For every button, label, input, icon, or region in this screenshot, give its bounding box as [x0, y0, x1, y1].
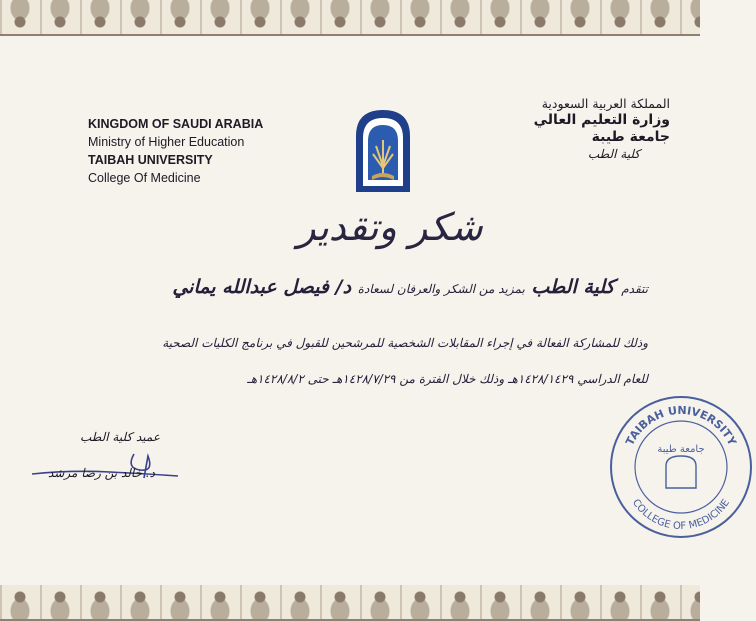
dean-title: عميد كلية الطب	[80, 430, 161, 444]
university-seal-stamp	[606, 392, 756, 542]
university-name-ar: جامعة طيبة	[591, 129, 670, 145]
appreciation-line-2: وذلك للمشاركة الفعالة في إجراء المقابلات الشخصية للمرشحين للقبول في برنامج الكليات الصحية	[162, 336, 648, 350]
ministry-name-en: Ministry of Higher Education	[88, 135, 245, 149]
certificate-title: شكر وتقدير	[297, 205, 483, 249]
top-ornamental-border	[0, 0, 700, 36]
seal-outer-text: TAIBAH UNIVERSITY	[623, 403, 739, 448]
country-name-en: KINGDOM OF SAUDI ARABIA	[88, 117, 264, 131]
appreciation-line-3: للعام الدراسي ١٤٢٨/١٤٢٩هـ وذلك خلال الفترة من ١٤٢٨/٧/٢٩هـ حتى ١٤٢٨/٨/٢هـ	[247, 372, 648, 386]
dean-name: د. خالد بن رضا مرشد	[48, 466, 155, 480]
line1-lead: تتقدم	[621, 282, 648, 296]
appreciation-line-1	[172, 276, 648, 298]
honoree-name: د/ فيصل عبدالله يماني	[172, 276, 352, 298]
arabic-header	[500, 95, 670, 163]
ministry-name-ar: وزارة التعليم العالي	[533, 112, 670, 128]
country-name-ar: المملكة العربية السعودية	[541, 96, 670, 111]
college-name-ar: كلية الطب	[587, 147, 640, 161]
english-header	[88, 115, 308, 187]
bottom-ornamental-border	[0, 585, 700, 621]
line1-middle: بمزيد من الشكر والعرفان لسعادة	[357, 282, 525, 296]
university-name-en: TAIBAH UNIVERSITY	[88, 153, 213, 167]
line1-college: كلية الطب	[531, 276, 615, 298]
seal-inner-text: جامعة طيبة	[657, 444, 705, 455]
university-logo	[352, 106, 414, 194]
seal-bottom-text: COLLEGE OF MEDICINE	[629, 497, 733, 533]
college-name-en: College Of Medicine	[88, 171, 201, 185]
